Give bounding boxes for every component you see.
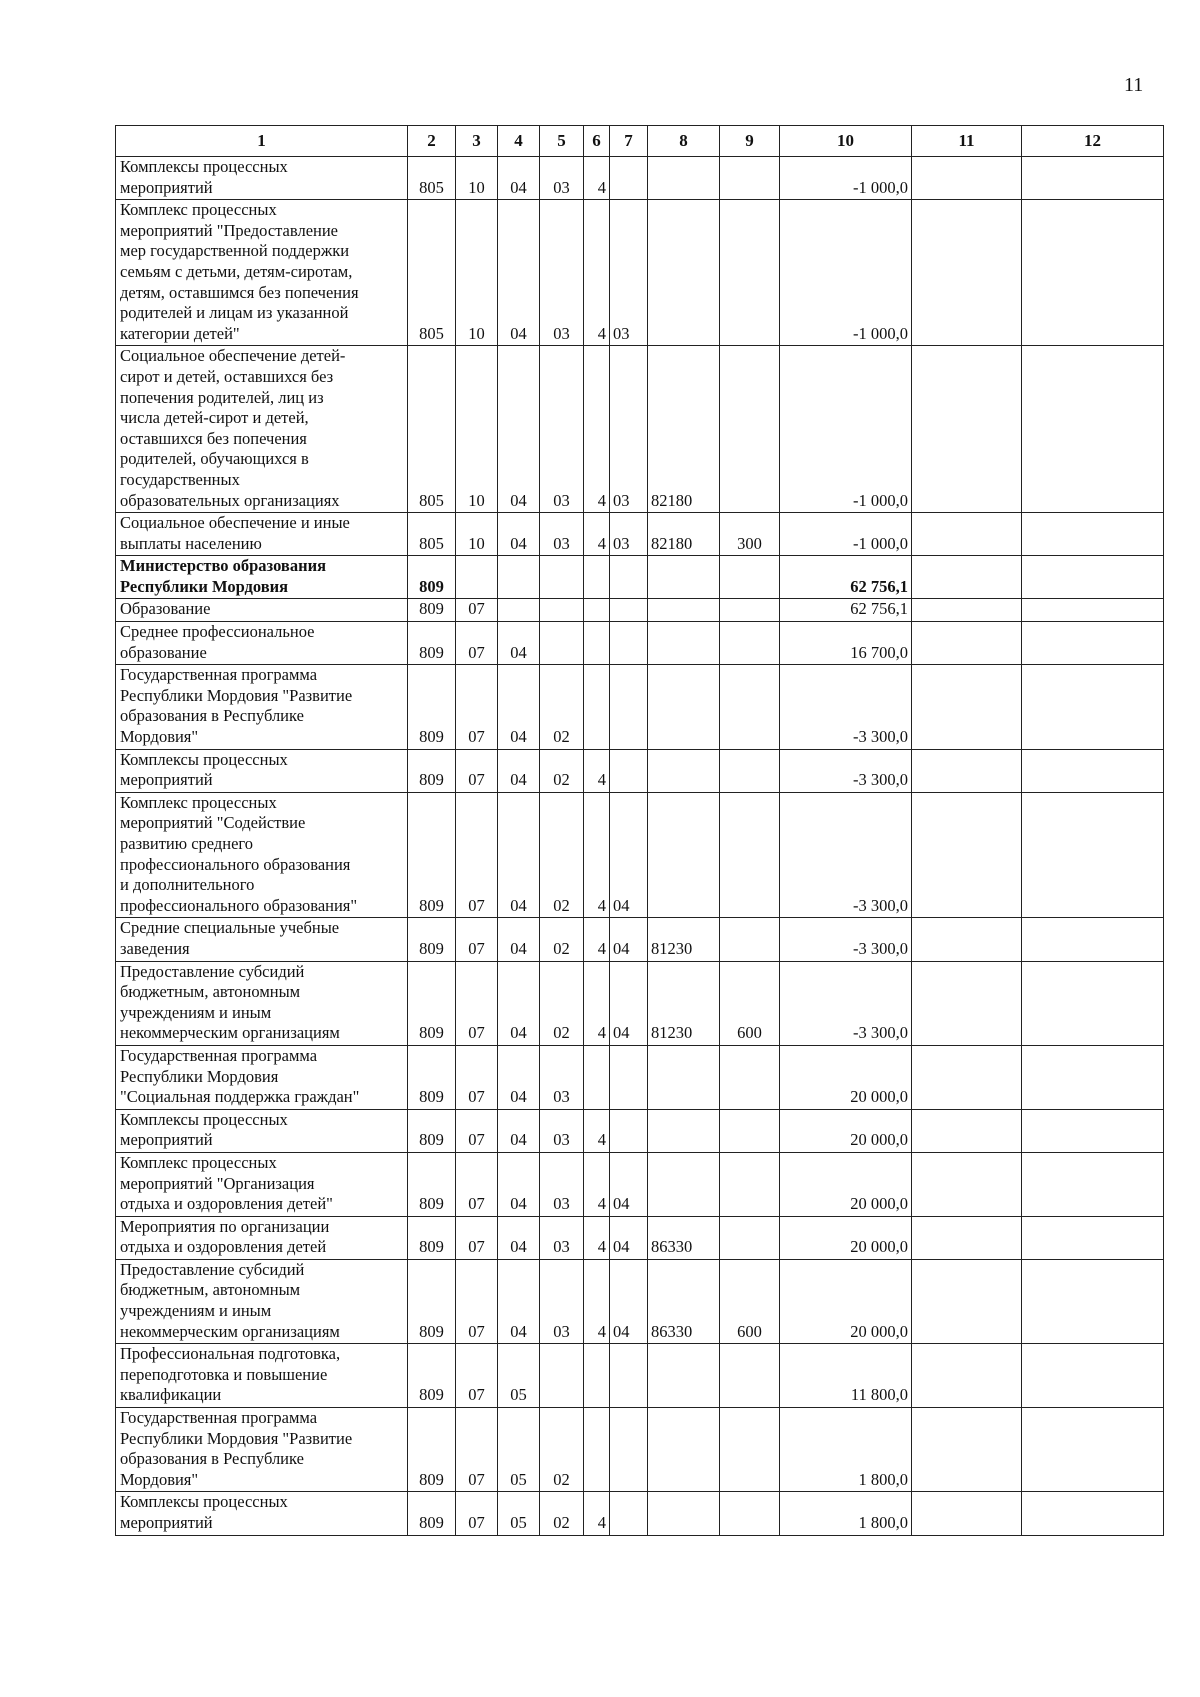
cell-section: 07 <box>456 665 498 749</box>
cell-subprogram <box>610 749 648 792</box>
cell-subprogram: 03 <box>610 513 648 556</box>
cell-subprogram-type <box>584 556 610 599</box>
cell-program: 03 <box>540 1259 584 1343</box>
cell-ministry-code: 809 <box>408 792 456 918</box>
cell-ministry-code: 809 <box>408 1216 456 1259</box>
cell-ministry-code: 805 <box>408 513 456 556</box>
table-row <box>116 1152 1164 1216</box>
row-name: Предоставление субсидий бюджетным, автономным учреждениям и иным некоммерческим организациям <box>116 961 408 1045</box>
cell-section: 07 <box>456 1109 498 1152</box>
table-row <box>116 749 1164 792</box>
cell-col-12 <box>1022 346 1164 513</box>
row-name: Социальное обеспечение детей- сирот и детей, оставшихся без попечения родителей, лиц из числа детей-сирот и детей, оставшихся без попечения родителей, обучающихся в государственных образовательных организациях <box>116 346 408 513</box>
cell-program: 03 <box>540 1045 584 1109</box>
cell-col-11 <box>912 918 1022 961</box>
cell-direction: 81230 <box>648 961 720 1045</box>
cell-program: 02 <box>540 1492 584 1535</box>
cell-subprogram: 04 <box>610 1216 648 1259</box>
cell-expense-type <box>720 1492 780 1535</box>
cell-amount: 20 000,0 <box>780 1045 912 1109</box>
cell-direction <box>648 1344 720 1408</box>
cell-direction <box>648 200 720 346</box>
cell-expense-type: 600 <box>720 961 780 1045</box>
cell-expense-type <box>720 556 780 599</box>
cell-amount: -3 300,0 <box>780 961 912 1045</box>
cell-subprogram: 04 <box>610 1259 648 1343</box>
cell-subprogram-type: 4 <box>584 157 610 200</box>
cell-ministry-code: 809 <box>408 556 456 599</box>
cell-col-12 <box>1022 1216 1164 1259</box>
cell-ministry-code: 809 <box>408 622 456 665</box>
cell-subprogram: 03 <box>610 346 648 513</box>
table-row <box>116 1408 1164 1492</box>
column-header-1: 1 <box>116 126 408 157</box>
column-header-5: 5 <box>540 126 584 157</box>
cell-amount: 20 000,0 <box>780 1259 912 1343</box>
cell-amount: -3 300,0 <box>780 749 912 792</box>
cell-section: 07 <box>456 749 498 792</box>
cell-program <box>540 599 584 622</box>
cell-section: 07 <box>456 961 498 1045</box>
cell-amount: -3 300,0 <box>780 665 912 749</box>
cell-ministry-code: 809 <box>408 1408 456 1492</box>
cell-subprogram-type: 4 <box>584 1152 610 1216</box>
cell-section: 10 <box>456 157 498 200</box>
cell-direction <box>648 1408 720 1492</box>
cell-section: 07 <box>456 918 498 961</box>
cell-amount: 1 800,0 <box>780 1492 912 1535</box>
cell-expense-type <box>720 157 780 200</box>
cell-col-11 <box>912 1045 1022 1109</box>
cell-subprogram: 04 <box>610 961 648 1045</box>
cell-col-11 <box>912 961 1022 1045</box>
cell-subprogram-type: 4 <box>584 513 610 556</box>
cell-expense-type <box>720 1344 780 1408</box>
cell-program: 02 <box>540 749 584 792</box>
cell-col-12 <box>1022 1045 1164 1109</box>
table-row <box>116 918 1164 961</box>
cell-subsection: 04 <box>498 918 540 961</box>
cell-col-12 <box>1022 513 1164 556</box>
cell-section: 07 <box>456 1152 498 1216</box>
row-name: Предоставление субсидий бюджетным, автономным учреждениям и иным некоммерческим организациям <box>116 1259 408 1343</box>
cell-subprogram <box>610 1109 648 1152</box>
cell-section: 07 <box>456 1492 498 1535</box>
cell-ministry-code: 805 <box>408 346 456 513</box>
row-name: Комплекс процессных мероприятий "Организация отдыха и оздоровления детей" <box>116 1152 408 1216</box>
cell-subprogram: 03 <box>610 200 648 346</box>
table-row <box>116 1492 1164 1535</box>
cell-col-12 <box>1022 622 1164 665</box>
cell-ministry-code: 809 <box>408 1109 456 1152</box>
row-name: Государственная программа Республики Мордовия "Развитие образования в Республике Мордовия" <box>116 665 408 749</box>
row-name: Мероприятия по организации отдыха и оздоровления детей <box>116 1216 408 1259</box>
row-name: Комплексы процессных мероприятий <box>116 749 408 792</box>
cell-subsection: 05 <box>498 1492 540 1535</box>
cell-direction <box>648 1045 720 1109</box>
cell-program: 03 <box>540 1152 584 1216</box>
cell-expense-type: 600 <box>720 1259 780 1343</box>
cell-ministry-code: 809 <box>408 1492 456 1535</box>
cell-direction <box>648 556 720 599</box>
cell-section: 07 <box>456 1259 498 1343</box>
cell-direction <box>648 749 720 792</box>
cell-col-11 <box>912 599 1022 622</box>
column-header-12: 12 <box>1022 126 1164 157</box>
column-header-3: 3 <box>456 126 498 157</box>
table-row <box>116 792 1164 918</box>
cell-ministry-code: 809 <box>408 665 456 749</box>
cell-col-12 <box>1022 1152 1164 1216</box>
table-row <box>116 665 1164 749</box>
cell-col-11 <box>912 665 1022 749</box>
cell-subsection: 04 <box>498 1109 540 1152</box>
cell-amount: 62 756,1 <box>780 556 912 599</box>
cell-subprogram <box>610 599 648 622</box>
cell-program: 02 <box>540 665 584 749</box>
table-row <box>116 1216 1164 1259</box>
table-row <box>116 346 1164 513</box>
cell-amount: -1 000,0 <box>780 513 912 556</box>
cell-col-11 <box>912 1259 1022 1343</box>
page-number: 11 <box>1124 74 1144 96</box>
cell-subprogram-type <box>584 1344 610 1408</box>
cell-subprogram-type: 4 <box>584 1492 610 1535</box>
column-header-11: 11 <box>912 126 1022 157</box>
cell-expense-type: 300 <box>720 513 780 556</box>
cell-col-11 <box>912 513 1022 556</box>
cell-section <box>456 556 498 599</box>
cell-subprogram <box>610 665 648 749</box>
cell-subprogram-type: 4 <box>584 961 610 1045</box>
table-row <box>116 599 1164 622</box>
budget-table <box>115 125 1164 1536</box>
cell-subprogram-type <box>584 599 610 622</box>
row-name: Государственная программа Республики Мордовия "Развитие образования в Республике Мордовия" <box>116 1408 408 1492</box>
cell-section: 07 <box>456 1216 498 1259</box>
table-row <box>116 513 1164 556</box>
cell-direction: 86330 <box>648 1259 720 1343</box>
cell-ministry-code: 805 <box>408 200 456 346</box>
cell-col-11 <box>912 200 1022 346</box>
column-header-9: 9 <box>720 126 780 157</box>
cell-col-12 <box>1022 200 1164 346</box>
table-row <box>116 1045 1164 1109</box>
cell-subprogram-type: 4 <box>584 346 610 513</box>
cell-subprogram <box>610 1408 648 1492</box>
cell-subprogram-type: 4 <box>584 200 610 346</box>
cell-amount: 1 800,0 <box>780 1408 912 1492</box>
cell-ministry-code: 809 <box>408 918 456 961</box>
cell-expense-type <box>720 1408 780 1492</box>
cell-expense-type <box>720 200 780 346</box>
cell-col-12 <box>1022 961 1164 1045</box>
table-row <box>116 1344 1164 1408</box>
cell-amount: -1 000,0 <box>780 346 912 513</box>
cell-subsection: 04 <box>498 961 540 1045</box>
cell-program: 03 <box>540 1216 584 1259</box>
column-header-7: 7 <box>610 126 648 157</box>
cell-program <box>540 622 584 665</box>
cell-section: 10 <box>456 513 498 556</box>
row-name: Министерство образования Республики Мордовия <box>116 556 408 599</box>
cell-program <box>540 556 584 599</box>
cell-ministry-code: 805 <box>408 157 456 200</box>
cell-expense-type <box>720 599 780 622</box>
cell-section: 10 <box>456 200 498 346</box>
cell-program: 02 <box>540 792 584 918</box>
cell-program: 03 <box>540 1109 584 1152</box>
cell-col-12 <box>1022 1492 1164 1535</box>
header-row <box>116 126 1164 157</box>
cell-ministry-code: 809 <box>408 961 456 1045</box>
table-row <box>116 200 1164 346</box>
table-row <box>116 1109 1164 1152</box>
cell-amount: -1 000,0 <box>780 200 912 346</box>
cell-expense-type <box>720 918 780 961</box>
column-header-2: 2 <box>408 126 456 157</box>
cell-ministry-code: 809 <box>408 1259 456 1343</box>
cell-section: 07 <box>456 792 498 918</box>
column-header-10: 10 <box>780 126 912 157</box>
cell-program: 03 <box>540 513 584 556</box>
cell-subprogram: 04 <box>610 792 648 918</box>
cell-subsection: 04 <box>498 513 540 556</box>
cell-subprogram-type <box>584 622 610 665</box>
cell-direction <box>648 622 720 665</box>
cell-col-12 <box>1022 1109 1164 1152</box>
cell-direction: 86330 <box>648 1216 720 1259</box>
cell-subsection: 05 <box>498 1408 540 1492</box>
cell-direction <box>648 157 720 200</box>
cell-direction <box>648 1109 720 1152</box>
cell-subprogram-type <box>584 665 610 749</box>
row-name: Комплексы процессных мероприятий <box>116 1109 408 1152</box>
row-name: Комплекс процессных мероприятий "Содействие развитию среднего профессионального образования и дополнительного профессионального образования" <box>116 792 408 918</box>
cell-subprogram-type: 4 <box>584 1216 610 1259</box>
cell-program: 03 <box>540 346 584 513</box>
cell-direction <box>648 1152 720 1216</box>
cell-subprogram: 04 <box>610 1152 648 1216</box>
cell-direction <box>648 792 720 918</box>
cell-col-11 <box>912 556 1022 599</box>
cell-col-12 <box>1022 599 1164 622</box>
row-name: Социальное обеспечение и иные выплаты населению <box>116 513 408 556</box>
cell-expense-type <box>720 346 780 513</box>
cell-col-12 <box>1022 792 1164 918</box>
cell-subsection: 04 <box>498 665 540 749</box>
table-row <box>116 622 1164 665</box>
cell-subprogram-type: 4 <box>584 749 610 792</box>
cell-ministry-code: 809 <box>408 599 456 622</box>
cell-expense-type <box>720 1045 780 1109</box>
cell-subprogram-type <box>584 1408 610 1492</box>
column-header-6: 6 <box>584 126 610 157</box>
cell-direction: 81230 <box>648 918 720 961</box>
cell-direction <box>648 665 720 749</box>
cell-ministry-code: 809 <box>408 1045 456 1109</box>
row-name: Комплексы процессных мероприятий <box>116 1492 408 1535</box>
cell-program: 03 <box>540 157 584 200</box>
cell-col-12 <box>1022 749 1164 792</box>
table-row <box>116 1259 1164 1343</box>
cell-subsection: 04 <box>498 1045 540 1109</box>
cell-col-11 <box>912 1344 1022 1408</box>
cell-col-11 <box>912 749 1022 792</box>
cell-program: 02 <box>540 1408 584 1492</box>
cell-direction: 82180 <box>648 513 720 556</box>
table-body <box>116 157 1164 1536</box>
table-row <box>116 556 1164 599</box>
cell-subsection <box>498 556 540 599</box>
cell-col-11 <box>912 1492 1022 1535</box>
column-header-4: 4 <box>498 126 540 157</box>
cell-subprogram-type: 4 <box>584 1259 610 1343</box>
cell-subprogram-type: 4 <box>584 918 610 961</box>
cell-amount: 11 800,0 <box>780 1344 912 1408</box>
cell-amount: 16 700,0 <box>780 622 912 665</box>
cell-col-12 <box>1022 1344 1164 1408</box>
cell-col-11 <box>912 1408 1022 1492</box>
cell-direction: 82180 <box>648 346 720 513</box>
column-header-8: 8 <box>648 126 720 157</box>
cell-program <box>540 1344 584 1408</box>
cell-expense-type <box>720 1152 780 1216</box>
cell-subsection: 04 <box>498 200 540 346</box>
row-name: Образование <box>116 599 408 622</box>
cell-col-12 <box>1022 918 1164 961</box>
cell-col-12 <box>1022 1259 1164 1343</box>
cell-amount: -3 300,0 <box>780 792 912 918</box>
cell-subsection: 04 <box>498 749 540 792</box>
cell-amount: 62 756,1 <box>780 599 912 622</box>
cell-subprogram <box>610 1344 648 1408</box>
cell-expense-type <box>720 622 780 665</box>
cell-amount: 20 000,0 <box>780 1152 912 1216</box>
cell-program: 02 <box>540 918 584 961</box>
cell-subsection: 05 <box>498 1344 540 1408</box>
cell-col-12 <box>1022 1408 1164 1492</box>
cell-col-11 <box>912 157 1022 200</box>
cell-amount: 20 000,0 <box>780 1109 912 1152</box>
cell-col-11 <box>912 622 1022 665</box>
cell-expense-type <box>720 1216 780 1259</box>
cell-subprogram <box>610 556 648 599</box>
row-name: Среднее профессиональное образование <box>116 622 408 665</box>
cell-ministry-code: 809 <box>408 1152 456 1216</box>
cell-subprogram <box>610 1492 648 1535</box>
cell-subprogram: 04 <box>610 918 648 961</box>
cell-section: 10 <box>456 346 498 513</box>
cell-subprogram <box>610 157 648 200</box>
table-row <box>116 157 1164 200</box>
cell-col-11 <box>912 346 1022 513</box>
cell-subprogram-type <box>584 1045 610 1109</box>
cell-section: 07 <box>456 1344 498 1408</box>
row-name: Комплексы процессных мероприятий <box>116 157 408 200</box>
cell-subsection: 04 <box>498 346 540 513</box>
cell-program: 03 <box>540 200 584 346</box>
cell-amount: 20 000,0 <box>780 1216 912 1259</box>
row-name: Профессиональная подготовка, переподготовка и повышение квалификации <box>116 1344 408 1408</box>
cell-direction <box>648 1492 720 1535</box>
cell-col-11 <box>912 1109 1022 1152</box>
cell-subprogram <box>610 622 648 665</box>
cell-col-12 <box>1022 556 1164 599</box>
cell-subsection: 04 <box>498 1259 540 1343</box>
cell-expense-type <box>720 665 780 749</box>
cell-col-12 <box>1022 665 1164 749</box>
cell-program: 02 <box>540 961 584 1045</box>
cell-expense-type <box>720 792 780 918</box>
cell-subsection: 04 <box>498 792 540 918</box>
cell-col-11 <box>912 1216 1022 1259</box>
cell-ministry-code: 809 <box>408 1344 456 1408</box>
cell-amount: -3 300,0 <box>780 918 912 961</box>
row-name: Государственная программа Республики Мордовия "Социальная поддержка граждан" <box>116 1045 408 1109</box>
cell-amount: -1 000,0 <box>780 157 912 200</box>
row-name: Средние специальные учебные заведения <box>116 918 408 961</box>
cell-col-11 <box>912 1152 1022 1216</box>
cell-direction <box>648 599 720 622</box>
cell-subprogram-type: 4 <box>584 1109 610 1152</box>
cell-subsection: 04 <box>498 1152 540 1216</box>
cell-subsection: 04 <box>498 622 540 665</box>
cell-col-12 <box>1022 157 1164 200</box>
cell-section: 07 <box>456 1408 498 1492</box>
cell-subprogram-type: 4 <box>584 792 610 918</box>
cell-section: 07 <box>456 599 498 622</box>
cell-subsection: 04 <box>498 157 540 200</box>
cell-ministry-code: 809 <box>408 749 456 792</box>
row-name: Комплекс процессных мероприятий "Предоставление мер государственной поддержки семьям с детьми, детям-сиротам, детям, оставшимся без попечения родителей и лицам из указанной категории детей" <box>116 200 408 346</box>
cell-subprogram <box>610 1045 648 1109</box>
cell-subsection <box>498 599 540 622</box>
cell-expense-type <box>720 1109 780 1152</box>
table-row <box>116 961 1164 1045</box>
cell-section: 07 <box>456 622 498 665</box>
cell-section: 07 <box>456 1045 498 1109</box>
cell-col-11 <box>912 792 1022 918</box>
cell-subsection: 04 <box>498 1216 540 1259</box>
cell-expense-type <box>720 749 780 792</box>
